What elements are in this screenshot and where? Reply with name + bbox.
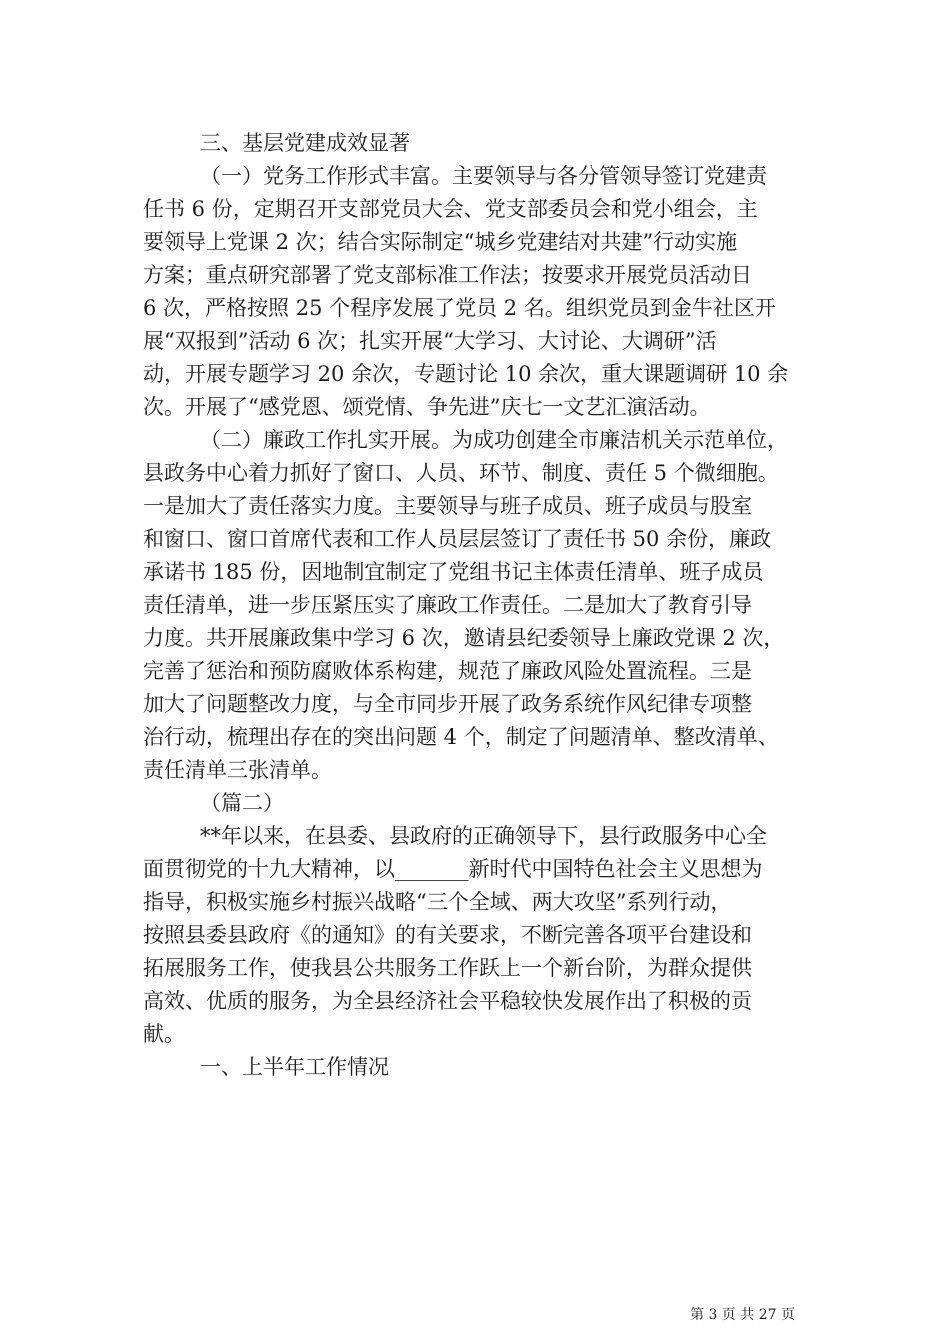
- text-line: 拓展服务工作，使我县公共服务工作跃上一个新台阶，为群众提供: [143, 956, 752, 980]
- text-line: 责任清单三张清单。: [143, 758, 332, 782]
- text-line: 和窗口、窗口首席代表和工作人员层层签订了责任书 50 余份，廉政: [143, 527, 772, 551]
- text-line: 高效、优质的服务，为全县经济社会平稳较快发展作出了积极的贡: [143, 989, 752, 1013]
- text-line: 献。: [143, 1022, 185, 1046]
- text-line: 治行动，梳理出存在的突出问题 4 个，制定了问题清单、整改清单、: [143, 725, 779, 749]
- text-line: 方案；重点研究部署了党支部标准工作法；按要求开展党员活动日: [143, 263, 752, 287]
- page-number: 第 3 页 共 27 页: [690, 1307, 795, 1323]
- section-heading: 一、上半年工作情况: [200, 1055, 389, 1079]
- section-heading: （篇二）: [200, 791, 284, 815]
- text-line: 加大了问题整改力度，与全市同步开展了政务系统作风纪律专项整: [143, 692, 752, 716]
- text-line: 指导，积极实施乡村振兴战略“三个全域、两大攻坚”系列行动，: [143, 890, 732, 914]
- text-line: 要领导上党课 2 次；结合实际制定“城乡党建结对共建”行动实施: [143, 230, 738, 254]
- text-line: 完善了惩治和预防腐败体系构建，规范了廉政风险处置流程。三是: [143, 659, 752, 683]
- text-line: 展“双报到”活动 6 次；扎实开展“大学习、大讨论、大调研”活: [143, 329, 717, 353]
- text-line: 任书 6 份，定期召开支部党员大会、党支部委员会和党小组会，主: [143, 197, 758, 221]
- section-heading: 三、基层党建成效显著: [200, 131, 410, 155]
- text-line: 承诺书 185 份，因地制宜制定了党组书记主体责任清单、班子成员: [143, 560, 764, 584]
- text-line: （二）廉政工作扎实开展。为成功创建全市廉洁机关示范单位，: [200, 428, 788, 452]
- text-line: （一）党务工作形式丰富。主要领导与各分管领导签订党建责: [200, 164, 767, 188]
- text-line: 6 次，严格按照 25 个程序发展了党员 2 名。组织党员到金牛社区开: [143, 296, 776, 320]
- text-line: 按照县委县政府《的通知》的有关要求，不断完善各项平台建设和: [143, 923, 752, 947]
- text-line: 次。开展了“感党恩、颂党情、争先进”庆七一文艺汇演活动。: [143, 395, 711, 419]
- text-line: **年以来，在县委、县政府的正确领导下，县行政服务中心全: [200, 824, 767, 848]
- text-line: 力度。共开展廉政集中学习 6 次，邀请县纪委领导上廉政党课 2 次，: [143, 626, 785, 650]
- text-line: 责任清单，进一步压紧压实了廉政工作责任。二是加大了教育引导: [143, 593, 752, 617]
- text-line: 面贯彻党的十九大精神，以_______新时代中国特色社会主义思想为: [143, 857, 763, 881]
- text-line: 一是加大了责任落实力度。主要领导与班子成员、班子成员与股室: [143, 494, 752, 518]
- text-line: 动，开展专题学习 20 余次，专题讨论 10 余次，重大课题调研 10 余: [143, 362, 789, 386]
- text-line: 县政务中心着力抓好了窗口、人员、环节、制度、责任 5 个微细胞。: [143, 461, 779, 485]
